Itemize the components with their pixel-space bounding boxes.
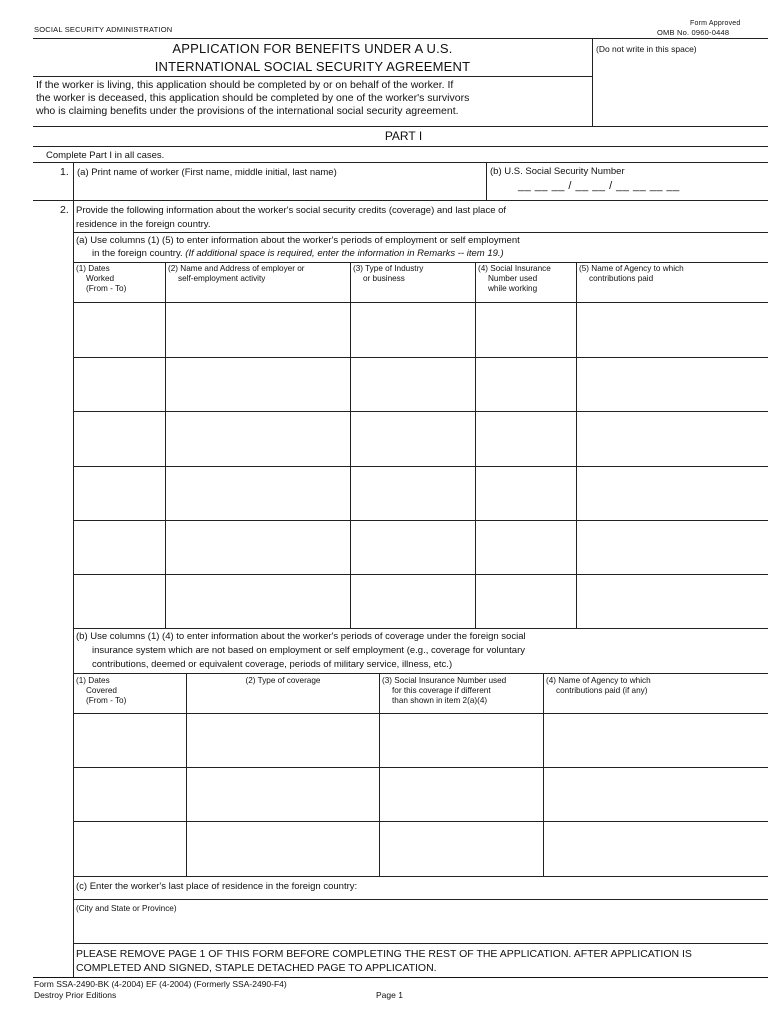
table-a-cell[interactable] <box>477 304 574 355</box>
table-a-cell[interactable] <box>578 576 768 626</box>
table-a-cell[interactable] <box>167 359 348 409</box>
table-b-header-col1: (1) Dates Covered (From - To) <box>76 676 127 705</box>
part-instruction: Complete Part I in all cases. <box>46 150 165 161</box>
form-title-line2: INTERNATIONAL SOCIAL SECURITY AGREEMENT <box>154 59 471 74</box>
table-a-cell[interactable] <box>75 359 163 409</box>
worker-name-label: (a) Print name of worker (First name, middle initial, last name) <box>77 167 337 178</box>
table-a-cell[interactable] <box>477 413 574 464</box>
table-a-cell[interactable] <box>477 359 574 409</box>
table-a-cell[interactable] <box>578 413 768 464</box>
do-not-write-note: (Do not write in this space) <box>596 44 697 54</box>
table-a-header-col2: (2) Name and Address of employer or self-employment activity <box>168 264 305 283</box>
item1-number: 1. <box>60 166 69 178</box>
table-b-header-col2: (2) Type of coverage <box>245 676 321 685</box>
intro-line-2: the worker is deceased, this application should be completed by one of the worker's survivors <box>36 92 470 104</box>
worker-name-input[interactable] <box>76 180 482 198</box>
item2c-label: (c) Enter the worker's last place of residence in the foreign country: <box>76 881 358 892</box>
table-b-header-col3: (3) Social Insurance Number used for this coverage if different than shown in item 2(a)(4) <box>382 676 507 705</box>
table-b-cell[interactable] <box>75 715 184 765</box>
item2-intro-line1: Provide the following information about the worker's social security credits (coverage) and last place of <box>76 205 507 216</box>
table-a-cell[interactable] <box>75 576 163 626</box>
table-a-cell[interactable] <box>167 304 348 355</box>
page-number: Page 1 <box>376 990 403 1000</box>
table-a-header-col3: (3) Type of Industry or business <box>353 264 424 283</box>
table-a-cell[interactable] <box>352 359 473 409</box>
table-a-cell[interactable] <box>477 468 574 518</box>
table-a-header-col1: (1) Dates Worked (From - To) <box>76 264 127 293</box>
table-a-cell[interactable] <box>352 413 473 464</box>
form-title-line1: APPLICATION FOR BENEFITS UNDER A U.S. <box>172 41 453 56</box>
table-b-cell[interactable] <box>75 823 184 874</box>
table-b-cell[interactable] <box>381 769 541 819</box>
agency-name: SOCIAL SECURITY ADMINISTRATION <box>34 25 173 34</box>
table-a-cell[interactable] <box>75 304 163 355</box>
item2a-line1: (a) Use columns (1) (5) to enter information about the worker's periods of employment or self employment <box>76 235 520 246</box>
intro-line-3: who is claiming benefits under the provisions of the international social security agreement. <box>36 105 459 117</box>
foreign-residence-input[interactable] <box>76 916 768 940</box>
table-b-cell[interactable] <box>188 823 377 874</box>
item2a-line2: in the foreign country. (If additional space is required, enter the information in Remarks -- item 19.) <box>92 248 504 259</box>
table-a-header-col5: (5) Name of Agency to which contributions paid <box>579 264 684 283</box>
form-approved-label: Form Approved <box>690 20 741 27</box>
part-heading: PART I <box>384 129 423 143</box>
table-b-cell[interactable] <box>188 715 377 765</box>
item2b-line2: insurance system which are not based on employment or self employment (e.g., coverage for voluntary <box>92 645 525 656</box>
item2b-line1: (b) Use columns (1) (4) to enter information about the worker's periods of coverage under the foreign social <box>76 631 526 642</box>
table-b-cell[interactable] <box>75 769 184 819</box>
table-a-cell[interactable] <box>167 576 348 626</box>
table-a-cell[interactable] <box>167 522 348 572</box>
form-id: Form SSA-2490-BK (4-2004) EF (4-2004) (Formerly SSA-2490-F4) <box>34 979 287 989</box>
item2b-line3: contributions, deemed or equivalent coverage, periods of military service, illness, etc.) <box>92 659 453 670</box>
notice-line-1: PLEASE REMOVE PAGE 1 OF THIS FORM BEFORE COMPLETING THE REST OF THE APPLICATION. AFTER APPLICATION IS <box>76 948 692 960</box>
table-a-cell[interactable] <box>75 468 163 518</box>
table-b-cell[interactable] <box>188 769 377 819</box>
intro-line-1: If the worker is living, this application should be completed by or on behalf of the worker. If <box>36 79 454 91</box>
table-a-cell[interactable] <box>578 304 768 355</box>
table-a-cell[interactable] <box>75 413 163 464</box>
table-a-cell[interactable] <box>352 304 473 355</box>
item2-intro-line2: residence in the foreign country. <box>76 219 211 230</box>
ssn-label: (b) U.S. Social Security Number <box>490 166 625 177</box>
table-b-cell[interactable] <box>381 715 541 765</box>
table-a-cell[interactable] <box>578 522 768 572</box>
table-a-cell[interactable] <box>75 522 163 572</box>
table-b-cell[interactable] <box>545 715 768 765</box>
table-a-cell[interactable] <box>477 522 574 572</box>
item2c-sublabel: (City and State or Province) <box>76 904 177 913</box>
table-a-cell[interactable] <box>352 576 473 626</box>
table-b-cell[interactable] <box>381 823 541 874</box>
table-b-header-col4: (4) Name of Agency to which contributions paid (if any) <box>546 676 651 695</box>
table-a-cell[interactable] <box>167 468 348 518</box>
table-a-cell[interactable] <box>167 413 348 464</box>
notice-line-2: COMPLETED AND SIGNED, STAPLE DETACHED PAGE TO APPLICATION. <box>76 962 437 974</box>
table-a-cell[interactable] <box>352 522 473 572</box>
table-a-cell[interactable] <box>352 468 473 518</box>
ssn-input[interactable]: __ __ __ / __ __ / __ __ __ __ <box>518 180 680 192</box>
table-a-cell[interactable] <box>477 576 574 626</box>
item2-number: 2. <box>60 204 69 216</box>
destroy-note: Destroy Prior Editions <box>34 990 117 1000</box>
table-b-cell[interactable] <box>545 769 768 819</box>
omb-number: OMB No. 0960-0448 <box>657 28 730 37</box>
table-a-cell[interactable] <box>578 359 768 409</box>
table-a-header-col4: (4) Social Insurance Number used while working <box>478 264 551 293</box>
table-a-cell[interactable] <box>578 468 768 518</box>
table-b-cell[interactable] <box>545 823 768 874</box>
